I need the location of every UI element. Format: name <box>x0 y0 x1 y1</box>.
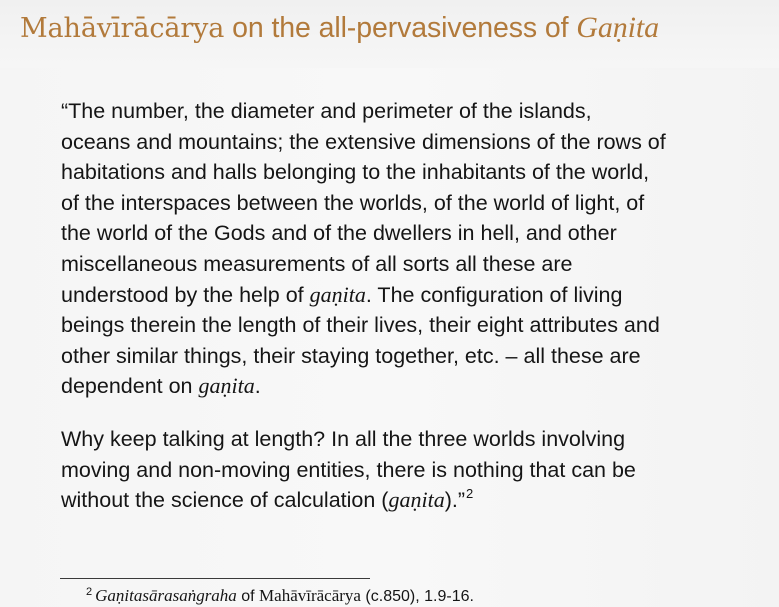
quote-line: oceans and mountains; the extensive dimensions of the rows of <box>61 129 666 154</box>
title-name: Mahāvīrācārya <box>20 13 225 44</box>
title-term: Gaṇita <box>576 11 660 44</box>
footnote-reference: 2 <box>466 486 474 502</box>
quote-line: miscellaneous measurements of all sorts all these are <box>61 251 573 276</box>
quote-text: understood by the help of <box>61 282 310 307</box>
ganita-term: gaṇita <box>198 373 255 399</box>
ganita-term: gaṇita <box>388 487 445 513</box>
quote-line: “The number, the diameter and perimeter of the islands, <box>61 99 592 123</box>
quote-line <box>61 371 761 402</box>
quote-line <box>61 280 761 311</box>
quote-text: . <box>254 374 261 399</box>
quote-text: dependent on <box>61 374 199 399</box>
quote-line: Why keep talking at length? In all the three worlds involving <box>61 427 626 451</box>
ganita-term: gaṇita <box>309 281 366 307</box>
slide-header <box>0 0 779 68</box>
quote-paragraph-2 <box>61 424 761 519</box>
footnote-author: Mahāvīrācārya <box>259 586 361 605</box>
quote-line: moving and non-moving entities, there is nothing that can be <box>61 457 636 482</box>
quote-line: other similar things, their staying together, etc. – all these are <box>61 343 641 368</box>
quote-text: . The configuration of living <box>365 282 623 307</box>
footnote-text: (c.850), 1.9-16. <box>360 588 474 605</box>
quote-paragraph-1 <box>61 96 761 402</box>
footnote <box>86 586 474 606</box>
quote-text: ).” <box>444 488 465 513</box>
slide-title <box>20 11 659 45</box>
quote-line: the world of the Gods and of the dwellers in hell, and other <box>61 221 617 246</box>
quote-line <box>61 485 761 519</box>
quote-line: of the interspaces between the worlds, of the world of light, of <box>61 190 645 215</box>
title-middle: on the all-pervasiveness of <box>224 12 577 44</box>
quote-line: habitations and halls belonging to the inhabitants of the world, <box>61 160 650 185</box>
quote-text: without the science of calculation ( <box>61 488 389 513</box>
footnote-text: of <box>236 588 260 605</box>
quote-line: beings therein the length of their lives, their eight attributes and <box>61 313 660 338</box>
footnote-work-title: Gaṇitasārasaṅgraha <box>95 586 237 605</box>
footnote-divider <box>60 578 370 579</box>
footnote-mark: 2 <box>86 586 93 598</box>
